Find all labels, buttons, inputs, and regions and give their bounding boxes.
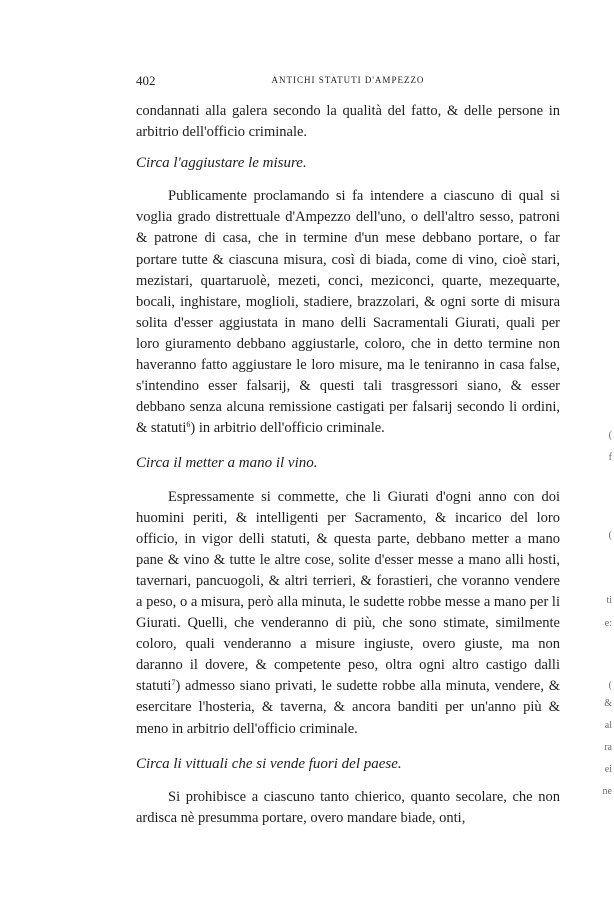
- margin-fragment: (: [608, 680, 612, 691]
- margin-fragment: ra: [604, 742, 612, 753]
- margin-fragment: (: [608, 530, 612, 541]
- bleed-through-margin: [598, 430, 614, 850]
- margin-fragment: e:: [604, 618, 612, 629]
- section-heading-vino: Circa il metter a mano il vino.: [136, 455, 318, 472]
- paragraph-vittuali: Si prohibisce a ciascuno tanto chierico, quanto secolare, che non ardisca nè presumma portare, overo mandare biade, onti,: [136, 788, 560, 826]
- page-number: 402: [136, 73, 156, 88]
- footnote-marker: 7: [171, 678, 176, 688]
- paragraph-continued: condannati alla galera secondo la qualità del fatto, & delle persone in arbitrio dell'officio criminale.: [136, 103, 560, 141]
- margin-fragment: ti: [606, 595, 612, 606]
- paragraph-misure-end: in arbitrio dell'officio criminale.: [195, 420, 385, 437]
- paragraph-vino-text: Espressamente si commette, che li Giurati d'ogni anno con doi huomini periti, & intelligenti per Sacramento, & incarico del loro officio, in vigor delli statuti, & questa parte, debbano metter a mano pane & vino & tutte le altre cose, solite d'esser messe a mano alli hosti, tavernari, pancuogoli, & altri terrieri, & forastieri, che voranno vendere a peso, o a misura, però alla minuta, le sudette robbe messe a mano per li Giurati. Quelli, che venderanno di più, che sono stimate, similmente coloro, quali venderanno a misure ingiuste, overo giuste, ma non daranno il dovere, & competente peso, oltra ogni altro castigo dalli statuti: [136, 488, 560, 695]
- margin-fragment: ei: [604, 764, 612, 775]
- margin-fragment: ne: [602, 786, 612, 797]
- running-title: ANTICHI STATUTI D'AMPEZZO: [271, 75, 425, 85]
- paragraph-misure: Publicamente proclamando si fa intendere a ciascuno di qual si voglia grado distrettuale d'Ampezzo dell'uno, o dell'altro sesso, patroni & patrone di casa, che in termine d'un mese debbano portare, o far portare tutte & ciascuna misura, così di biada, come di vino, cioè stari, mezistari, quartaruolè, mezeti, conci, meziconci, quarte, mezequarte, bocali, inghistare, moglioli, stadiere, brazzolari, & ogni sorte di misura solita d'esser aggiustata in mano delli Sacramentali Giurati, quali per loro giuramento debbano aggiustarle, coloro, che in detto termine non haveranno fatto aggiustare le loro misure, ma le teniranno in casa false, s'intendino esser falsarij, & questi tali trasgressori siano, & esser debbano senza alcuna remissione castigati per falsarij secondo li ordini, & statuti$^6$) in arbitrio dell'officio criminale.: [136, 188, 560, 437]
- margin-fragment: &: [604, 698, 612, 709]
- margin-fragment: f: [608, 452, 612, 463]
- section-heading-vittuali: Circa li vittuali che si vende fuori del paese.: [136, 755, 402, 772]
- paragraph-misure-text: Publicamente proclamando si fa intendere a ciascuno di qual si voglia grado distrettuale d'Ampezzo dell'uno, o dell'altro sesso, patroni & patrone di casa, che in termine d'un mese debbano portare, o far portare tutte & ciascuna misura, così di biada, come di vino, cioè stari, mezistari, quartaruolè, mezeti, conci, meziconci, quarte, mezequarte, bocali, inghistare, moglioli, stadiere, brazzolari, & ogni sorte di misura solita d'esser aggiustata in mano delli Sacramentali Giurati, quali per loro giuramento debbano aggiustarle, coloro, che in detto termine non haveranno fatto aggiustare le loro misure, ma le teniranno in casa false, s'intendino esser falsarij, & questi tali trasgressori siano, & esser debbano senza alcuna remissione castigati per falsarij secondo li ordini, & statuti: [136, 188, 560, 437]
- section-heading-misure: Circa l'aggiustare le misure.: [136, 155, 307, 172]
- footnote-marker: 6: [186, 420, 191, 430]
- margin-fragment: (: [608, 430, 612, 441]
- page-header: [136, 73, 560, 89]
- body-text: [136, 101, 560, 829]
- paragraph-vino: Espressamente si commette, che li Giurati d'ogni anno con doi huomini periti, & intelligenti per Sacramento, & incarico del loro officio, in vigor delli statuti, & questa parte, debbano metter a mano pane & vino & tutte le altre cose, solite d'esser messe a mano alli hosti, tavernari, pancuogoli, & altri terrieri, & forastieri, che voranno vendere a peso, o a misura, però alla minuta, le sudette robbe messe a mano per li Giurati. Quelli, che venderanno di più, che sono stimate, similmente coloro, quali venderanno a misure ingiuste, overo giuste, ma non daranno il dovere, & competente peso, oltra ogni altro castigo dalli statuti$^7$) admesso siano privati, le sudette robbe alla minuta, vendere, & esercitare l'hosteria, & taverna, & ancora banditi per un'anno più & meno in arbitrio dell'officio criminale.: [136, 488, 560, 737]
- paragraph-vino-end: admesso siano privati, le sudette robbe alla minuta, vendere, & esercitare l'hosteria, & taverna, & ancora banditi per un'anno più & meno in arbitrio dell'officio criminale.: [136, 678, 560, 737]
- margin-fragment: al: [604, 720, 612, 731]
